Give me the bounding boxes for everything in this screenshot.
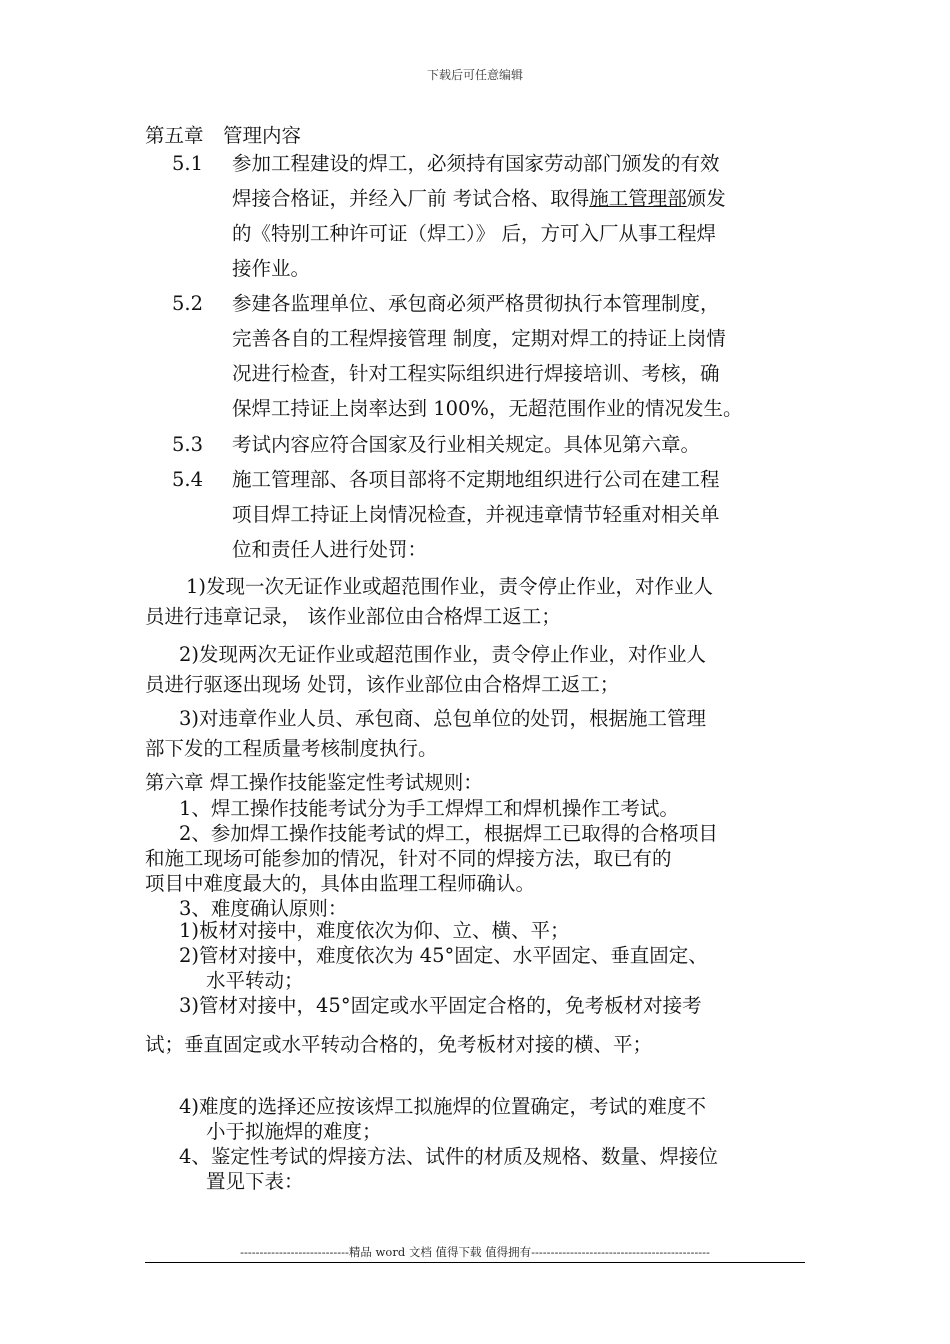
item-5-1-line-1: 参加工程建设的焊工，必须持有国家劳动部门颁发的有效: [232, 152, 720, 175]
rule-3-sub-1: 1)板材对接中，难度依次为仰、立、横、平；: [179, 919, 570, 942]
item-5-2-line-4: 保焊工持证上岗率达到 100%，无超范围作业的情况发生。: [232, 397, 743, 420]
rule-3: 3、难度确认原则：: [179, 897, 348, 920]
item-5-2-line-1: 参建各监理单位、承包商必须严格贯彻执行本管理制度，: [232, 292, 720, 315]
item-5-3-line-1: 考试内容应符合国家及行业相关规定。具体见第六章。: [232, 433, 701, 456]
item-5-1-line-3: 的《特别工种许可证（焊工）》 后，方可入厂从事工程焊: [232, 222, 716, 245]
chapter-5-title: 第五章 管理内容: [145, 124, 302, 147]
item-5-2-line-2: 完善各自的工程焊接管理 制度，定期对焊工的持证上岗情: [232, 327, 726, 350]
rule-2-line-2: 和施工现场可能参加的情况，针对不同的焊接方法，取已有的: [145, 847, 672, 870]
footer-divider: [145, 1262, 805, 1263]
item-5-1-line-2: 焊接合格证，并经入厂前 考试合格、取得施工管理部颁发: [232, 187, 726, 210]
penalty-1-line-1: 1)发现一次无证作业或超范围作业，责令停止作业，对作业人: [186, 575, 714, 598]
item-5-1-number: 5.1: [172, 152, 204, 175]
rule-2-line-3: 项目中难度最大的，具体由监理工程师确认。: [145, 872, 536, 895]
item-5-4-line-1: 施工管理部、各项目部将不定期地组织进行公司在建工程: [232, 468, 720, 491]
rule-3-sub-2-line-1: 2)管材对接中，难度依次为 45°固定、水平固定、垂直固定、: [179, 944, 708, 967]
rule-4-line-1: 4、鉴定性考试的焊接方法、试件的材质及规格、数量、焊接位: [179, 1145, 718, 1168]
item-5-1-line-4: 接作业。: [232, 257, 311, 280]
rule-2-line-1: 2、参加焊工操作技能考试的焊工，根据焊工已取得的合格项目: [179, 822, 718, 845]
page-footer: ----------------------------精品 word 文档 值得下载 值得拥有----------------------------------------------: [240, 1245, 710, 1259]
rule-3-sub-4-line-2: 小于拟施焊的难度；: [206, 1120, 382, 1143]
penalty-1-line-2: 员进行违章记录， 该作业部位由合格焊工返工；: [145, 605, 561, 628]
penalty-2-line-2: 员进行驱逐出现场 处罚，该作业部位由合格焊工返工；: [145, 673, 620, 696]
chapter-6-title: 第六章 焊工操作技能鉴定性考试规则：: [145, 771, 483, 794]
penalty-2-line-1: 2)发现两次无证作业或超范围作业，责令停止作业，对作业人: [179, 643, 707, 666]
item-5-4-line-2: 项目焊工持证上岗情况检查，并视违章情节轻重对相关单: [232, 503, 720, 526]
item-5-2-number: 5.2: [172, 292, 204, 315]
page-header: 下载后可任意编辑: [426, 68, 523, 82]
item-5-3-number: 5.3: [172, 433, 204, 456]
rule-4-line-2: 置见下表：: [206, 1170, 304, 1193]
dept-link[interactable]: 施工管理部: [589, 187, 687, 210]
rule-1: 1、焊工操作技能考试分为手工焊焊工和焊机操作工考试。: [179, 797, 679, 820]
item-5-2-line-3: 况进行检查，针对工程实际组织进行焊接培训、考核，确: [232, 362, 720, 385]
rule-3-sub-4-line-1: 4)难度的选择还应按该焊工拟施焊的位置确定，考试的难度不: [179, 1095, 707, 1118]
rule-3-sub-2-line-2: 水平转动；: [206, 969, 304, 992]
penalty-3-line-2: 部下发的工程质量考核制度执行。: [145, 737, 438, 760]
rule-3-sub-3-line-1: 3)管材对接中，45°固定或水平固定合格的，免考板材对接考: [179, 994, 702, 1017]
rule-3-sub-3-line-2: 试；垂直固定或水平转动合格的，免考板材对接的横、平；: [145, 1033, 653, 1056]
item-5-4-line-3: 位和责任人进行处罚：: [232, 538, 428, 561]
item-5-4-number: 5.4: [172, 468, 204, 491]
penalty-3-line-1: 3)对违章作业人员、承包商、总包单位的处罚，根据施工管理: [179, 707, 707, 730]
